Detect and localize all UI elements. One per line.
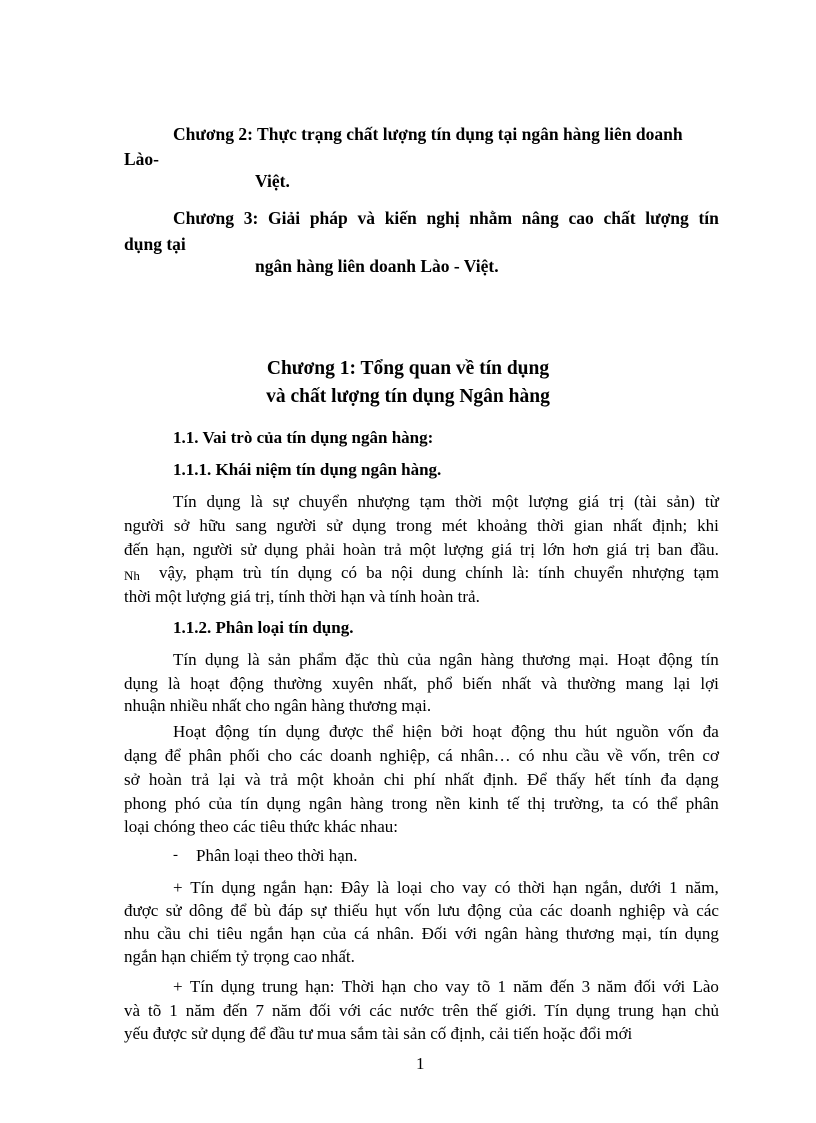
word: phong (124, 794, 167, 813)
word: một (297, 770, 324, 789)
word: từ (704, 492, 719, 511)
outline-chapter-2-line1: Chương 2: Thực trạng chất lượng tín dụng tại ngân hàng liên doanh (173, 124, 683, 144)
word: thu (554, 722, 577, 741)
word: dụng (264, 540, 299, 559)
word: 1 (169, 1001, 178, 1020)
word: chính (465, 563, 504, 582)
word: khoản (332, 770, 375, 789)
word: tính (538, 563, 565, 582)
word: các (369, 1001, 392, 1020)
para5-line2 (124, 1002, 719, 1019)
word: trong (391, 794, 428, 813)
word: năm (185, 1001, 216, 1020)
word: (tài (634, 492, 657, 511)
word: bù (254, 901, 272, 920)
word: người (124, 516, 164, 535)
word: Tín (189, 977, 214, 996)
word: tạm (419, 492, 446, 511)
word: thời (537, 516, 564, 535)
word: Hoạt (617, 650, 651, 669)
word: sản) (666, 492, 695, 511)
outline-chapter-3-line3: ngân hàng liên doanh Lào - Việt. (255, 256, 499, 276)
word: nguồn (616, 722, 659, 741)
heading-1-1-2: 1.1.2. Phân loại tín dụng. (173, 618, 354, 637)
word: được (124, 901, 159, 920)
word: cá (353, 924, 370, 943)
word: mang (625, 674, 664, 693)
word: vốn (404, 901, 430, 920)
bullet-text: Phân loại theo thời hạn. (196, 846, 358, 865)
word: cao (568, 208, 594, 228)
word: dạng (685, 770, 719, 789)
word: tiêu (216, 924, 243, 943)
word: doanh (570, 901, 612, 920)
para4-line2 (124, 902, 719, 919)
word: chuyển (298, 492, 348, 511)
word: hạn (661, 1001, 687, 1020)
word: giá (578, 492, 600, 511)
word: kinh (468, 794, 499, 813)
para3-line5: loại chóng theo các tiêu thức khác nhau: (124, 817, 399, 836)
word: 1 (669, 878, 678, 897)
word: xuyên (332, 674, 374, 693)
word: trả (191, 770, 210, 789)
word: phân (188, 746, 222, 765)
word: và (672, 901, 689, 920)
word: của (322, 924, 347, 943)
word: doanh (330, 746, 372, 765)
word: là: (512, 563, 530, 582)
word: ngắn, (585, 878, 623, 897)
word: vốn (668, 722, 694, 741)
word: trù (242, 563, 262, 582)
word: + (173, 878, 183, 897)
heading-1-1-1: 1.1.1. Khái niệm tín dụng ngân hàng. (173, 460, 442, 479)
word: sở (124, 770, 140, 789)
word: sang (235, 516, 267, 535)
word: các (696, 901, 719, 920)
word: trung (262, 977, 298, 996)
word: chi (383, 770, 405, 789)
outline-chapter-3-line2: dụng tại (124, 234, 186, 254)
word: trị (634, 540, 651, 559)
word: hạn, (156, 540, 186, 559)
chapter-title-line1: Chương 1: Tổng quan về tín dụng (266, 358, 550, 379)
word: phạm (195, 563, 234, 582)
word: ban (657, 540, 683, 559)
word: dụng (266, 794, 301, 813)
word: trả (269, 770, 288, 789)
word: định; (652, 516, 688, 535)
word: thấy (556, 770, 586, 789)
para4-line4: ngắn hạn chiếm tỷ trọng cao nhất. (124, 947, 355, 966)
word: nền (435, 794, 461, 813)
word: về (606, 746, 623, 765)
word: bởi (441, 722, 464, 741)
para2-line2 (124, 675, 719, 692)
word: đến (124, 540, 149, 559)
word: chủ (694, 1001, 719, 1020)
word: năm (272, 1001, 302, 1020)
word: nhu (542, 746, 568, 765)
word: tế (506, 794, 520, 813)
word: thể (372, 722, 394, 741)
word: và (357, 208, 375, 228)
word: loại (396, 878, 423, 897)
word: ta (611, 794, 625, 813)
word: 3 (581, 977, 591, 996)
word: gian (573, 516, 604, 535)
word: dụng (204, 650, 239, 669)
word: lại (673, 674, 691, 693)
word: và (124, 1001, 141, 1020)
word: vốn, (630, 746, 661, 765)
word: năm (597, 977, 627, 996)
word: hết (594, 770, 616, 789)
word: thế (476, 1001, 498, 1020)
word: Tín (190, 878, 214, 897)
word: tín (659, 924, 678, 943)
word: người (276, 516, 317, 535)
outline-chapter-2-line2: Lào- (124, 149, 159, 169)
word: cho (413, 977, 438, 996)
para3-line2 (124, 747, 719, 764)
word: người (192, 540, 233, 559)
para1-line3 (124, 541, 719, 558)
word: chuyển (573, 563, 623, 582)
word: tín (270, 563, 289, 582)
word: giới. (505, 1001, 537, 1020)
word: lại (218, 770, 236, 789)
word: lượng (645, 208, 689, 228)
word: mại, (621, 924, 652, 943)
word: hạn (290, 924, 316, 943)
word: là (247, 650, 260, 669)
word: trả (383, 540, 402, 559)
word: hàng (350, 794, 384, 813)
word: dông (189, 901, 224, 920)
word: hàng (480, 650, 514, 669)
word: biến (462, 674, 492, 693)
word: Thời (341, 977, 375, 996)
word: thiếu (333, 901, 368, 920)
word: ngân (439, 650, 473, 669)
word: thường (273, 674, 322, 693)
word: sản (268, 650, 291, 669)
word: dụng (285, 722, 320, 741)
word: 3: (243, 208, 259, 228)
word: đặc (345, 650, 369, 669)
word: cho (267, 746, 292, 765)
word: + (173, 977, 183, 996)
para5-line3: yếu được sử dụng để đầu tư mua sắm tài sản cố định, cải tiến hoặc đổi mới (124, 1024, 633, 1043)
word: đến (549, 977, 575, 996)
word: đối (309, 1001, 332, 1020)
bullet-marker: - (173, 847, 178, 863)
word: cầu (157, 924, 181, 943)
word: hụt (375, 901, 398, 920)
word: dụng (124, 674, 158, 693)
word: động (467, 901, 502, 920)
word: định. (483, 770, 518, 789)
word: của (208, 794, 233, 813)
word: nhằm (469, 208, 513, 228)
word: tõ (477, 977, 491, 996)
word: nhu (124, 924, 150, 943)
word: 1 (497, 977, 507, 996)
word: hoàn (148, 770, 182, 789)
word: dụng (352, 516, 387, 535)
word: nhân. (376, 924, 414, 943)
word: nhất (501, 674, 532, 693)
word: nhất (613, 516, 643, 535)
word: trường, (553, 794, 604, 813)
word: thương (522, 650, 571, 669)
word: hạn (552, 878, 578, 897)
word: Tín (173, 650, 197, 669)
word: Hoạt (173, 722, 207, 741)
word: có (340, 563, 357, 582)
word: phổ (427, 674, 453, 693)
word: nhượng (357, 492, 410, 511)
word: đáp (278, 901, 304, 920)
word: là (250, 492, 263, 511)
word: cá (437, 746, 453, 765)
word: đa (702, 722, 719, 741)
para3-line1 (173, 723, 719, 740)
word: thường (567, 674, 616, 693)
word: trị (519, 540, 535, 559)
word: trong (395, 516, 432, 535)
word: phẩm (299, 650, 337, 669)
word: và (244, 770, 261, 789)
word: tín (700, 650, 719, 669)
word: được (329, 722, 364, 741)
word: động (511, 722, 546, 741)
word: hữu (199, 516, 226, 535)
word: giá (491, 540, 513, 559)
word: cho (430, 878, 455, 897)
word: đầu. (690, 540, 719, 559)
word: sự (272, 492, 289, 511)
word: một (491, 492, 519, 511)
word: với (454, 924, 477, 943)
word: thời (518, 878, 546, 897)
word: trên (668, 746, 695, 765)
word: sự (310, 901, 327, 920)
word: nhượng (632, 563, 685, 582)
word: dung (422, 563, 457, 582)
word: phó (174, 794, 201, 813)
word: hiện (402, 722, 432, 741)
outline-chapter-2-line3: Việt. (255, 171, 290, 191)
word: phối (229, 746, 260, 765)
word: để (230, 901, 247, 920)
page-number: 1 (416, 1054, 425, 1073)
word: tính (624, 770, 652, 789)
word: khoảng (477, 516, 528, 535)
heading-1-1: 1.1. Vai trò của tín dụng ngân hàng: (173, 428, 434, 447)
para4-line1 (173, 879, 719, 896)
para3-line3 (124, 771, 719, 788)
word: ngân (484, 924, 518, 943)
word: lợi (700, 674, 719, 693)
para5-line1 (173, 978, 719, 995)
word: đa (660, 770, 677, 789)
word: sở (173, 516, 190, 535)
word: lượng (528, 492, 569, 511)
word: tạm (693, 563, 719, 582)
word: hàng (525, 924, 559, 943)
word: thể (656, 794, 678, 813)
word: nghiệp, (379, 746, 430, 765)
word: nâng (521, 208, 559, 228)
para1-line2 (124, 517, 719, 534)
para4-line3 (124, 925, 719, 942)
word: khi (697, 516, 719, 535)
word: tõ (148, 1001, 162, 1020)
word: Giải (268, 208, 301, 228)
word: lưu (437, 901, 460, 920)
word: nhất (444, 770, 475, 789)
word: Chương (173, 208, 235, 228)
word: lượng (443, 540, 484, 559)
word: phí (413, 770, 436, 789)
word: động (229, 674, 264, 693)
word: động (215, 722, 250, 741)
word: vay (445, 977, 470, 996)
word: trị (608, 492, 625, 511)
word: động (658, 650, 693, 669)
word: đối (633, 977, 656, 996)
word: năm, (685, 878, 719, 897)
word: Tín (173, 492, 197, 511)
word: và (541, 674, 558, 693)
word: dạng (124, 746, 158, 765)
word: sử (165, 901, 182, 920)
para1-line5: thời một lượng giá trị, tính thời hạn và tính hoàn trả. (124, 587, 480, 606)
word: ngân (308, 794, 342, 813)
word: ngắn (249, 924, 283, 943)
word: nghị (426, 208, 460, 228)
word: nội (391, 563, 414, 582)
word: nhân… (460, 746, 511, 765)
word: là (168, 674, 181, 693)
para1-line1 (173, 493, 719, 510)
word: chất (603, 208, 636, 228)
word: là (376, 878, 390, 897)
word: hoàn (342, 540, 376, 559)
word: của (508, 901, 533, 920)
word: tín (698, 208, 719, 228)
word: sử (240, 540, 257, 559)
word: dụng (206, 492, 241, 511)
word: phải (305, 540, 336, 559)
word: mét (441, 516, 468, 535)
word: các (539, 901, 563, 920)
word: thù (377, 650, 399, 669)
word: Đối (421, 924, 448, 943)
word: thời (455, 492, 483, 511)
outline-chapter-3-line1 (173, 210, 719, 228)
word: tín (240, 794, 259, 813)
word: vậy, (159, 563, 187, 582)
para1-line4 (159, 564, 719, 581)
word: thương (565, 924, 615, 943)
word: sử (326, 516, 343, 535)
word: ba (366, 563, 383, 582)
word: trên (442, 1001, 469, 1020)
word: phân (685, 794, 719, 813)
word: vay (462, 878, 487, 897)
word: với (662, 977, 686, 996)
word: các (299, 746, 323, 765)
word: mại. (578, 650, 609, 669)
word: dụng (684, 924, 719, 943)
word: ngắn (263, 878, 297, 897)
word: 7 (255, 1001, 265, 1020)
para3-line4 (124, 795, 719, 812)
word: cơ (702, 746, 719, 765)
word: dụng (297, 563, 332, 582)
word: có (494, 878, 511, 897)
word: lớn (542, 540, 565, 559)
word: để (164, 746, 181, 765)
word: Tín (544, 1001, 569, 1020)
para2-line1 (173, 651, 719, 668)
word: cầu (575, 746, 600, 765)
word: hơn (572, 540, 599, 559)
word: trung (618, 1001, 654, 1020)
word: tín (258, 722, 277, 741)
word: kiến (384, 208, 417, 228)
word: có (632, 794, 649, 813)
word: Đây (340, 878, 370, 897)
word: nước (399, 1001, 435, 1020)
para1-line4-prefix: Nh (124, 568, 140, 583)
word: hạn: (305, 977, 335, 996)
word: năm (513, 977, 543, 996)
word: hạn (381, 977, 407, 996)
word: Để (527, 770, 547, 789)
word: Lào (692, 977, 719, 996)
word: đến (223, 1001, 248, 1020)
word: dưới (629, 878, 662, 897)
word: chi (188, 924, 210, 943)
word: pháp (309, 208, 348, 228)
para2-line3: nhuận nhiều nhất cho ngân hàng thương mại. (124, 696, 432, 715)
word: hoạt (472, 722, 502, 741)
word: của (407, 650, 431, 669)
word: với (339, 1001, 362, 1020)
word: hút (585, 722, 608, 741)
word: dụng (576, 1001, 611, 1020)
word: có (518, 746, 535, 765)
word: giá (606, 540, 628, 559)
word: dụng (220, 977, 255, 996)
word: nhất, (383, 674, 418, 693)
word: thị (527, 794, 546, 813)
word: hạn: (303, 878, 334, 897)
word: nghiệp (619, 901, 666, 920)
chapter-title-line2: và chất lượng tín dụng Ngân hàng (266, 386, 550, 407)
word: một (409, 540, 436, 559)
word: dụng (221, 878, 256, 897)
word: hoạt (190, 674, 220, 693)
